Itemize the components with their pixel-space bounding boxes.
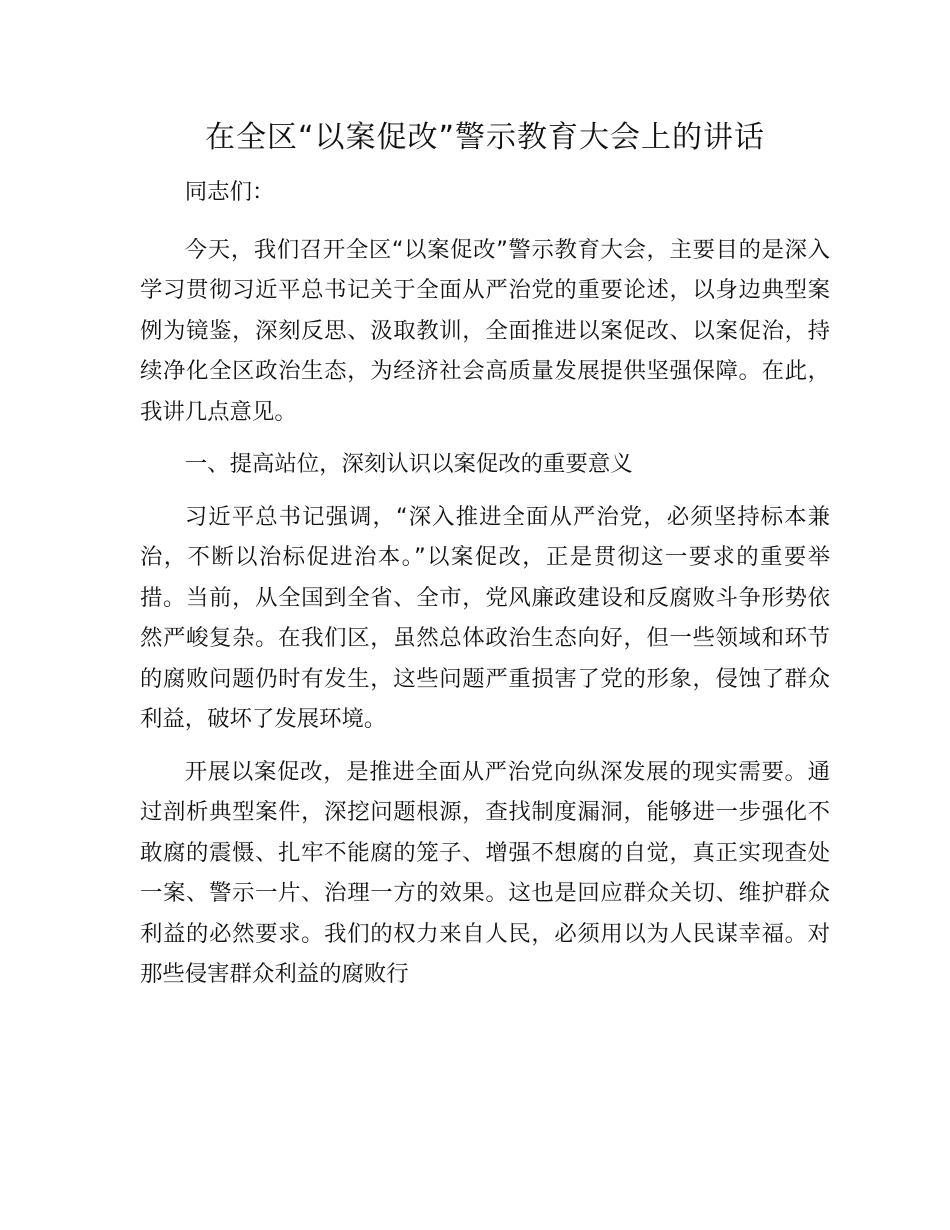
section-heading-1: 一、提高站位，深刻认识以案促改的重要意义	[184, 451, 633, 477]
paragraph-opening: 今天，我们召开全区“以案促改”警示教育大会，主要目的是深入学习贯彻习近平总书记关于全面从严治党的重要论述，以身边典型案例为镜鉴，深刻反思、汲取教训，全面推进以案促改、以案促治，持续净化全区政治生态，为经济社会高质量发展提供坚强保障。在此，我讲几点意见。	[140, 236, 830, 425]
paragraph-section1-1: 习近平总书记强调，“深入推进全面从严治党，必须坚持标本兼治，不断以治标促进治本。”以案促改，正是贯彻这一要求的重要举措。当前，从全国到全省、全市，党风廉政建设和反腐败斗争形势依然严峻复杂。在我们区，虽然总体政治生态向好，但一些领域和环节的腐败问题仍时有发生，这些问题严重损害了党的形象，侵蚀了群众利益，破坏了发展环境。	[140, 503, 830, 732]
document-title: 在全区“以案促改”警示教育大会上的讲话	[204, 120, 766, 155]
paragraph-section1-2: 开展以案促改，是推进全面从严治党向纵深发展的现实需要。通过剖析典型案件，深挖问题根源，查找制度漏洞，能够进一步强化不敢腐的震慑、扎牢不能腐的笼子、增强不想腐的自觉，真正实现查处一案、警示一片、治理一方的效果。这也是回应群众关切、维护群众利益的必然要求。我们的权力来自人民，必须用以为人民谋幸福。对那些侵害群众利益的腐败行	[140, 758, 830, 987]
document-body	[140, 112, 830, 995]
salutation: 同志们：	[184, 179, 275, 205]
